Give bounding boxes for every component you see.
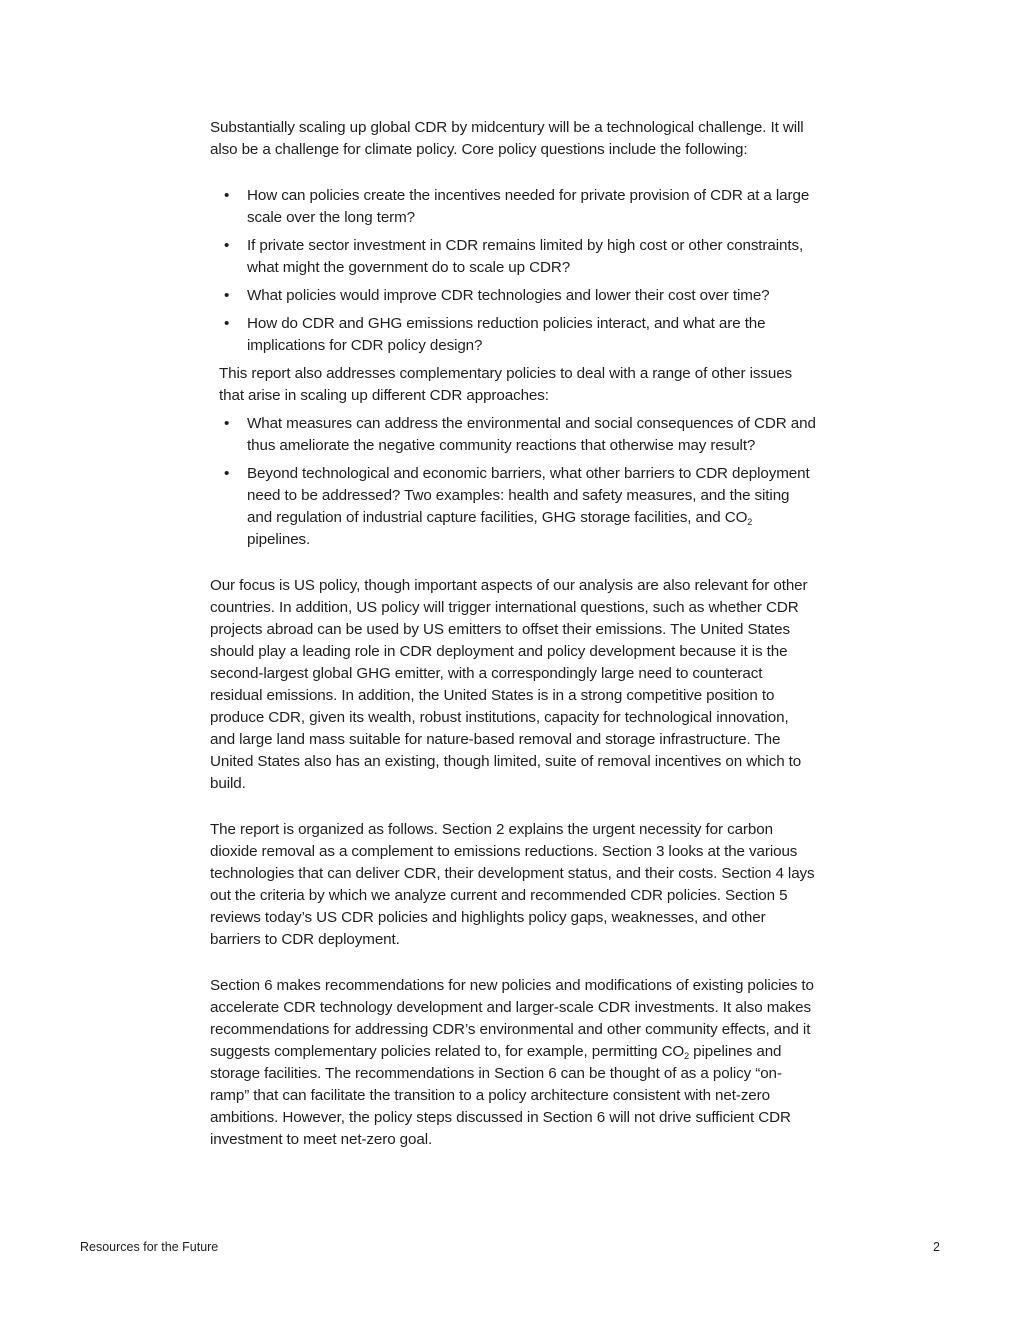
bullet-icon: •: [224, 287, 230, 304]
bullet-icon: •: [224, 465, 230, 482]
subscript: 2: [684, 1051, 690, 1061]
text-segment: Beyond technological and economic barriers, what other barriers to CDR deployment need to be addressed? Two examples: health and safety measures, and the siting and regulation of industrial capture facilities, GHG storage facilities, and CO: [247, 465, 810, 526]
section6-paragraph: [210, 975, 816, 1151]
subscript: 2: [747, 517, 753, 527]
list-item-text: If private sector investment in CDR remains limited by high cost or other constraints, what might the government do to scale up CDR?: [247, 237, 804, 276]
bullet-icon: •: [224, 237, 230, 254]
list-item: [210, 413, 816, 457]
list-item-text: What measures can address the environmental and social consequences of CDR and thus ameliorate the negative community reactions that otherwise may result?: [247, 415, 816, 454]
text-segment: pipelines and storage facilities. The recommendations in Section 6 can be thought of as a policy “on-ramp” that can facilitate the transition to a policy architecture consistent with net-zero ambitions. However, the policy steps discussed in Section 6 will not drive sufficient CDR investment to meet net-zero goal.: [210, 1043, 791, 1148]
bullet-icon: •: [224, 315, 230, 332]
list-item: [210, 463, 816, 551]
text-segment: Section 6 makes recommendations for new policies and modifications of existing policies to accelerate CDR technology development and larger-scale CDR investments. It also makes recommendations for addressing CDR’s environmental and other community effects, and it suggests complementary policies related to, for example, permitting CO: [210, 977, 814, 1060]
list-item-text: What policies would improve CDR technologies and lower their cost over time?: [247, 287, 770, 304]
list-item: [210, 235, 816, 279]
organization-paragraph: The report is organized as follows. Section 2 explains the urgent necessity for carbon dioxide removal as a complement to emissions reductions. Section 3 looks at the various technologies that can deliver CDR, their development status, and their costs. Section 4 lays out the criteria by which we analyze current and recommended CDR policies. Section 5 reviews today’s US CDR policies and highlights policy gaps, weaknesses, and other barriers to CDR deployment.: [210, 821, 815, 948]
list-item: [210, 285, 816, 307]
bullet-icon: •: [224, 187, 230, 204]
document-body: [210, 117, 816, 1151]
list-item-text: [247, 465, 810, 548]
list-item-text: How can policies create the incentives needed for private provision of CDR at a large scale over the long term?: [247, 187, 810, 226]
focus-paragraph: Our focus is US policy, though important aspects of our analysis are also relevant for other countries. In addition, US policy will trigger international questions, such as whether CDR projects abroad can be used by US emitters to offset their emissions. The United States should play a leading role in CDR deployment and policy development because it is the second-largest global GHG emitter, with a correspondingly large need to counteract residual emissions. In addition, the United States is in a strong competitive position to produce CDR, given its wealth, robust institutions, capacity for technological innovation, and large land mass suitable for nature-based removal and storage infrastructure. The United States also has an existing, though limited, suite of removal incentives on which to build.: [210, 577, 808, 792]
list-item: [210, 313, 816, 357]
complementary-questions-list: [210, 413, 816, 551]
footer-organization: Resources for the Future: [80, 1240, 219, 1254]
core-questions-list: [210, 185, 816, 357]
list-item: [210, 185, 816, 229]
bullet-icon: •: [224, 415, 230, 432]
intro-paragraph: Substantially scaling up global CDR by midcentury will be a technological challenge. It will also be a challenge for climate policy. Core policy questions include the following:: [210, 119, 804, 158]
page-number: 2: [933, 1240, 940, 1254]
complementary-intro: This report also addresses complementary policies to deal with a range of other issues that arise in scaling up different CDR approaches:: [219, 365, 793, 404]
list-item-text: How do CDR and GHG emissions reduction policies interact, and what are the implications for CDR policy design?: [247, 315, 766, 354]
text-segment: pipelines.: [247, 531, 311, 548]
